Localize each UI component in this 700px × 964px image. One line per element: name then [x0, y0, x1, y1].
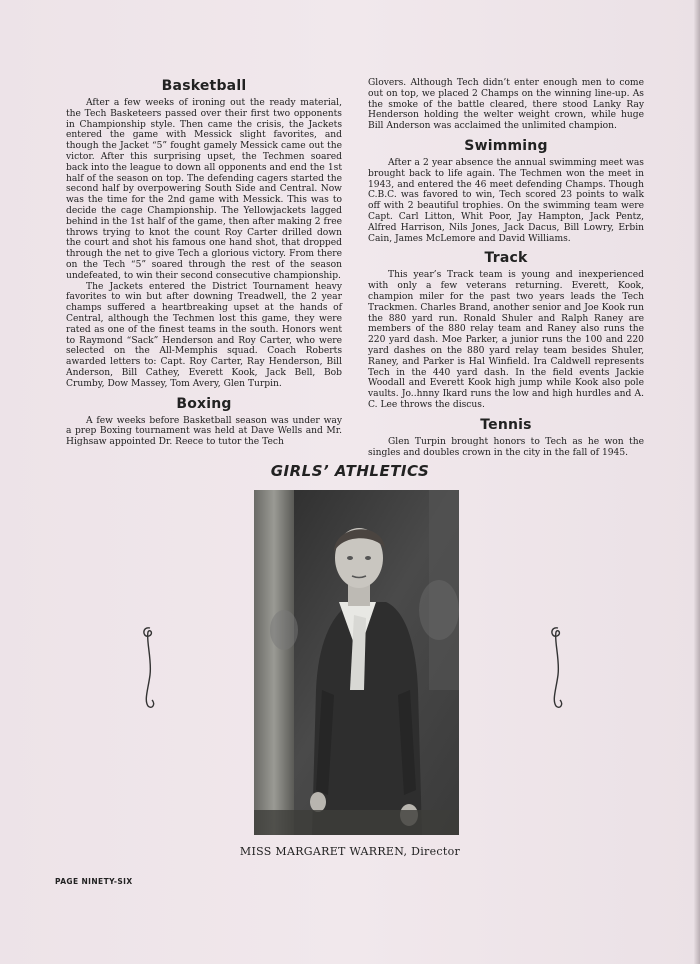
- basketball-heading: Basketball: [161, 78, 247, 94]
- basketball-paragraph-1: After a few weeks of ironing out the ready material, the Tech Basketeers passed over their first two opponents in Championship style. Then came the crisis, the Jackets entered the game with Messick slight favorites, and though the Jacket “5” fought gamely Messick came out the victor. After this surprising upset, the Techmen soared back into the league to down all opponents and end the 1st half of the season on top. The defending cagers started the second half by overpowering South Side and Central. Now was the time for the 2nd game with Messick. This was to decide the cage Championship. The Yellowjackets lagged behind in the 1st half of the game, then after making 2 free throws trying to knot the count Roy Carter drilled down the court and shot his famous one hand shot, that dropped through the net to give Tech a glorious victory. From there on the Tech “5” soared through the rest of the season undefeated, to win their second consecutive championship.: [66, 98, 342, 281]
- boxing-paragraph-1: A few weeks before Basketball season was under way a prep Boxing tournament was held at Dave Wells and Mr. Highsaw appointed Dr. Reece to tutor the Tech: [66, 415, 342, 448]
- page-edge-shadow: [694, 0, 700, 964]
- boxing-paragraph-continued: Glovers. Although Tech didn’t enter enough men to come out on top, we placed 2 Champs on the winning line-up. As the smoke of the battle cleared, there stood Lanky Ray Henderson holding the welter weight crown, while huge Bill Anderson was acclaimed the unlimited champion.: [368, 78, 644, 132]
- boxing-heading: Boxing: [176, 395, 232, 412]
- page-number-footer: PAGE NINETY-SIX: [55, 877, 133, 886]
- swimming-paragraph: After a 2 year absence the annual swimming meet was brought back to life again. The Techmen won the meet in 1943, and entered the 46 meet defending Champs. Though C.B.C. was favored to win, Tech scored 23 points to walk off with 2 beautiful trophies. On the swimming team were Capt. Carl Litton, Whit Poor, Jay Hampton, Jack Pentz, Alfred Harrison, Nils Jones, Jack Dacus, Bill Lowry, Erbin Cain, James McLemore and David Williams.: [368, 157, 644, 244]
- left-scroll-ornament: [140, 620, 160, 710]
- basketball-paragraph-2: The Jackets entered the District Tournament heavy favorites to win but after downing Treadwell, the 2 year champs suffered a heartbreaking upset at the hands of Central, although the Techmen lost this game, they were rated as one of the finest teams in the south. Honors went to Raymond “Sack” Henderson and Roy Carter, who were selected on the All-Memphis squad. Coach Roberts awarded letters to: Capt. Roy Carter, Ray Henderson, Bill Anderson, Bill Cathey, Everett Kook, Jack Bell, Bob Crumby, Dow Massey, Tom Avery, Glen Turpin.: [66, 281, 342, 389]
- swimming-heading: Swimming: [464, 137, 548, 154]
- portrait-caption: MISS MARGARET WARREN, Director: [239, 845, 461, 858]
- left-column: [66, 78, 342, 448]
- portrait-image: [254, 490, 459, 835]
- tennis-paragraph: Glen Turpin brought honors to Tech as he won the singles and doubles crown in the city in the fall of 1945.: [368, 436, 644, 458]
- track-paragraph: This year’s Track team is young and inexperienced with only a few veterans returning. Everett, Kook, champion miler for the past two years leads the Tech Trackmen. Charles Brand, another senior and Joe Kook run the 880 yard run. Ronald Shuler and Ralph Raney are members of the 880 relay team and Raney also runs the 220 yard dash. Moe Parker, a junior runs the 100 and 220 yard dashes on the 880 yard relay team besides Shuler, Raney, and Parker is Hal Winfield. Ira Caldwell represents Tech in the 440 yard dash. In the field events Jackie Woodall and Everett Kook high jump while Kook also pole vaults. Jo..hnny Ikard runs the low and high hurdles and A. C. Lee throws the discus.: [368, 270, 644, 410]
- girls-athletics-title: GIRLS’ ATHLETICS: [270, 462, 430, 480]
- right-column: [368, 78, 644, 458]
- right-scroll-ornament: [548, 620, 568, 710]
- track-heading: Track: [484, 250, 528, 267]
- tennis-heading: Tennis: [480, 416, 532, 433]
- director-portrait-photo: [254, 490, 459, 835]
